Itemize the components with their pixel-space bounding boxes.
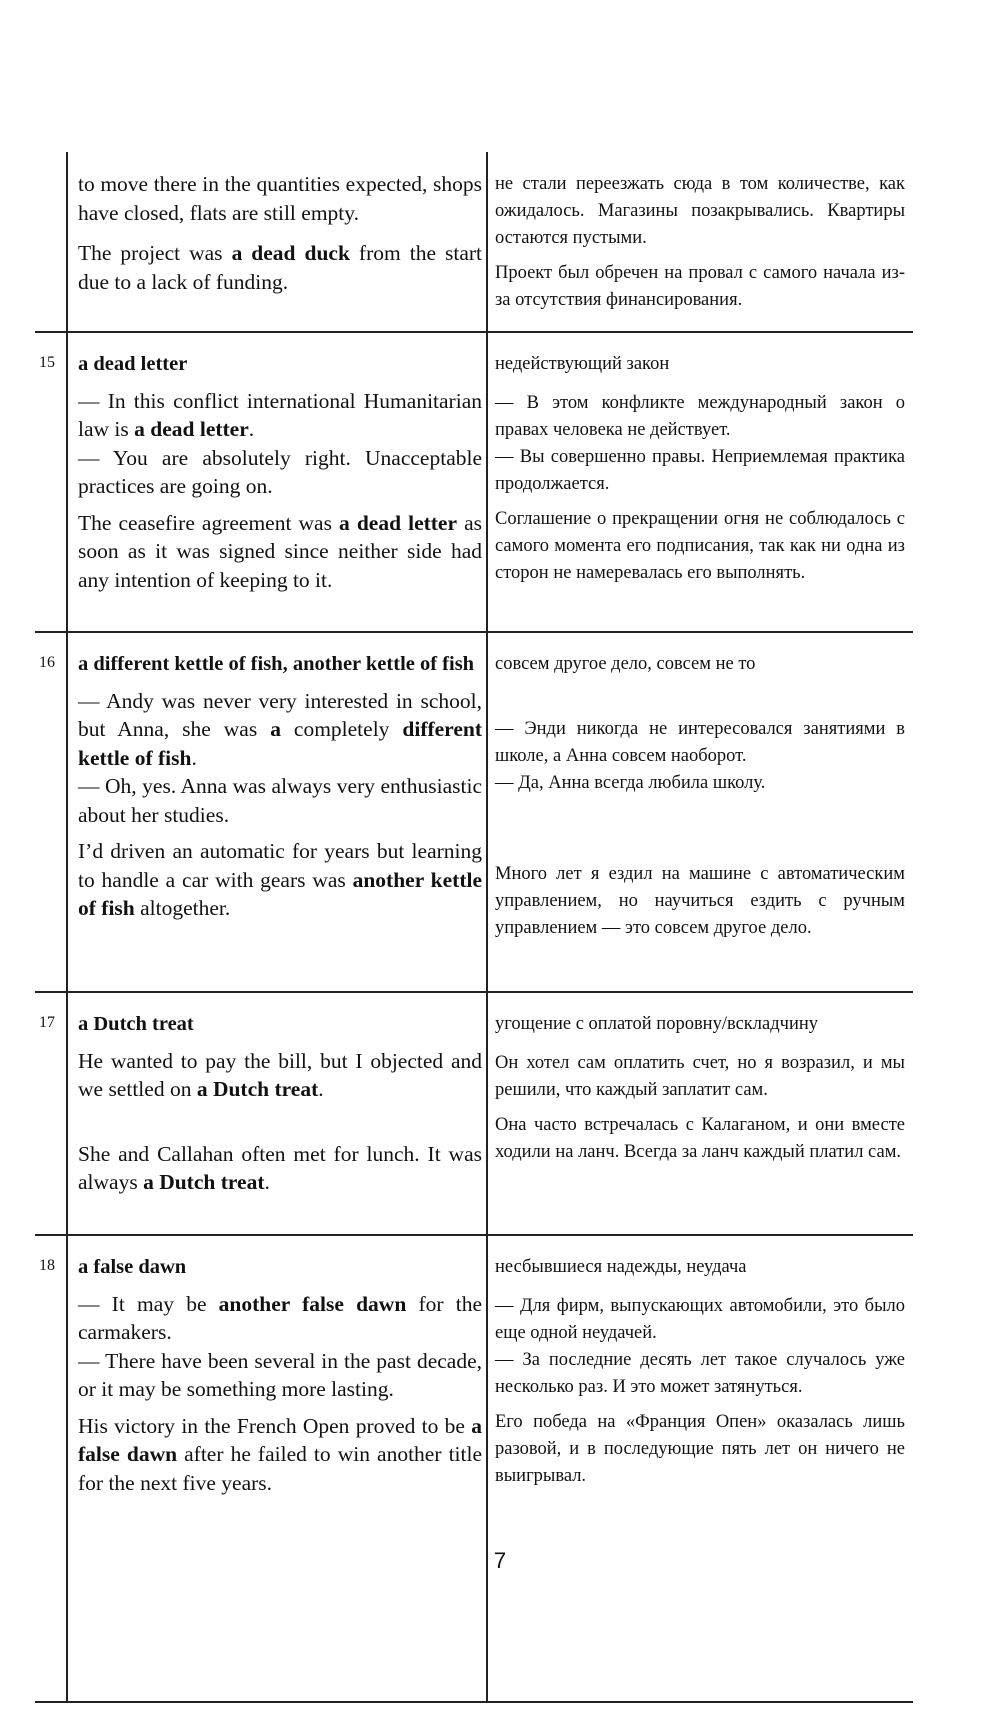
translation-headword: совсем другое дело, совсем не то <box>495 654 756 674</box>
translation-text: — Для фирм, выпускающих автомобили, это было еще одной неудачей. <box>495 1296 905 1343</box>
entry-english <box>78 350 482 594</box>
entry-russian <box>495 351 905 587</box>
example-text: — Andy was never very interested in school, but Anna, she was a completely different kettle of fish. <box>78 688 482 770</box>
page-number: 7 <box>493 1548 507 1573</box>
row-rule <box>35 1701 913 1703</box>
row-rule <box>35 991 913 993</box>
translation-text: Много лет я ездил на машине с автоматическим управлением, но научиться ездить с ручным управлением — это совсем другое дело. <box>495 864 905 938</box>
entry-number: 15 <box>39 354 55 371</box>
headword: a Dutch treat <box>78 1013 194 1035</box>
translation-text: — Энди никогда не интересовался занятиями в школе, а Анна совсем наоборот. <box>495 719 905 766</box>
translation-text: Соглашение о прекращении огня не соблюдалось с самого момента его подписания, так как ни одна из сторон не намеревалась его выполнять. <box>495 509 905 583</box>
example-text: — In this conflict international Humanitarian law is a dead letter. <box>78 388 482 441</box>
entry-russian <box>495 1254 905 1490</box>
entry-english <box>78 1010 482 1197</box>
column-rule-middle <box>486 152 488 1701</box>
headword: a dead letter <box>78 353 188 375</box>
translation-text: — За последние десять лет такое случалось уже несколько раз. И это может затянуться. <box>495 1350 905 1397</box>
example-text: to move there in the quantities expected, shops have closed, flats are still empty. <box>78 172 482 225</box>
translation-text: — Да, Анна всегда любила школу. <box>495 773 766 793</box>
example-text: — It may be another false dawn for the carmakers. <box>78 1291 482 1344</box>
entry-number: 18 <box>39 1257 55 1274</box>
example-text: — Oh, yes. Anna was always very enthusiastic about her studies. <box>78 774 482 827</box>
translation-text: Он хотел сам оплатить счет, но я возразил, и мы решили, что каждый заплатит сам. <box>495 1053 905 1100</box>
translation-text: — В этом конфликте международный закон о правах человека не действует. <box>495 393 905 440</box>
column-rule-left <box>66 152 68 1701</box>
headword: a different kettle of fish, another kettle of fish <box>78 653 475 675</box>
entry-english <box>78 1253 482 1497</box>
entry-number: 17 <box>39 1014 55 1031</box>
example-text: The ceasefire agreement was a dead letter as soon as it was signed since neither side had any intention of keeping to it. <box>78 510 482 592</box>
entry-russian <box>495 1011 905 1166</box>
example-text: — There have been several in the past decade, or it may be something more lasting. <box>78 1348 482 1401</box>
example-text: — You are absolutely right. Unacceptable practices are going on. <box>78 445 482 498</box>
row-rule <box>35 1234 913 1236</box>
row-rule <box>35 631 913 633</box>
example-text: His victory in the French Open proved to be a false dawn after he failed to win another title for the next five years. <box>78 1413 483 1495</box>
entry-russian <box>495 651 905 942</box>
entry-english <box>78 650 482 923</box>
continuation-russian <box>495 171 905 314</box>
row-rule <box>35 331 913 333</box>
translation-text: Проект был обречен на провал с самого начала из-за отсутствия финансирования. <box>495 263 905 310</box>
translation-headword: недействующий закон <box>495 354 670 374</box>
headword: a false dawn <box>78 1256 187 1278</box>
example-text: I’d driven an automatic for years but learning to handle a car with gears was another kettle of fish altogether. <box>78 839 483 920</box>
example-text: She and Callahan often met for lunch. It was always a Dutch treat. <box>78 1141 482 1194</box>
continuation-english <box>78 170 482 296</box>
translation-text: Она часто встречалась с Калаганом, и они вместе ходили на ланч. Всегда за ланч каждый платил сам. <box>495 1115 905 1162</box>
example-text: The project was a dead duck from the start due to a lack of funding. <box>78 241 483 294</box>
entry-number: 16 <box>39 654 55 671</box>
example-text: He wanted to pay the bill, but I objected and we settled on a Dutch treat. <box>78 1048 482 1101</box>
translation-headword: несбывшиеся надежды, неудача <box>495 1257 747 1277</box>
translation-text: — Вы совершенно правы. Неприемлемая практика продолжается. <box>495 447 905 494</box>
translation-text: Его победа на «Франция Опен» оказалась лишь разовой, и в последующие пять лет он ничего не выигрывал. <box>495 1412 905 1486</box>
translation-headword: угощение с оплатой поровну/вскладчину <box>495 1014 819 1034</box>
translation-text: не стали переезжать сюда в том количестве, как ожидалось. Магазины позакрывались. Квартиры остаются пустыми. <box>495 174 905 248</box>
